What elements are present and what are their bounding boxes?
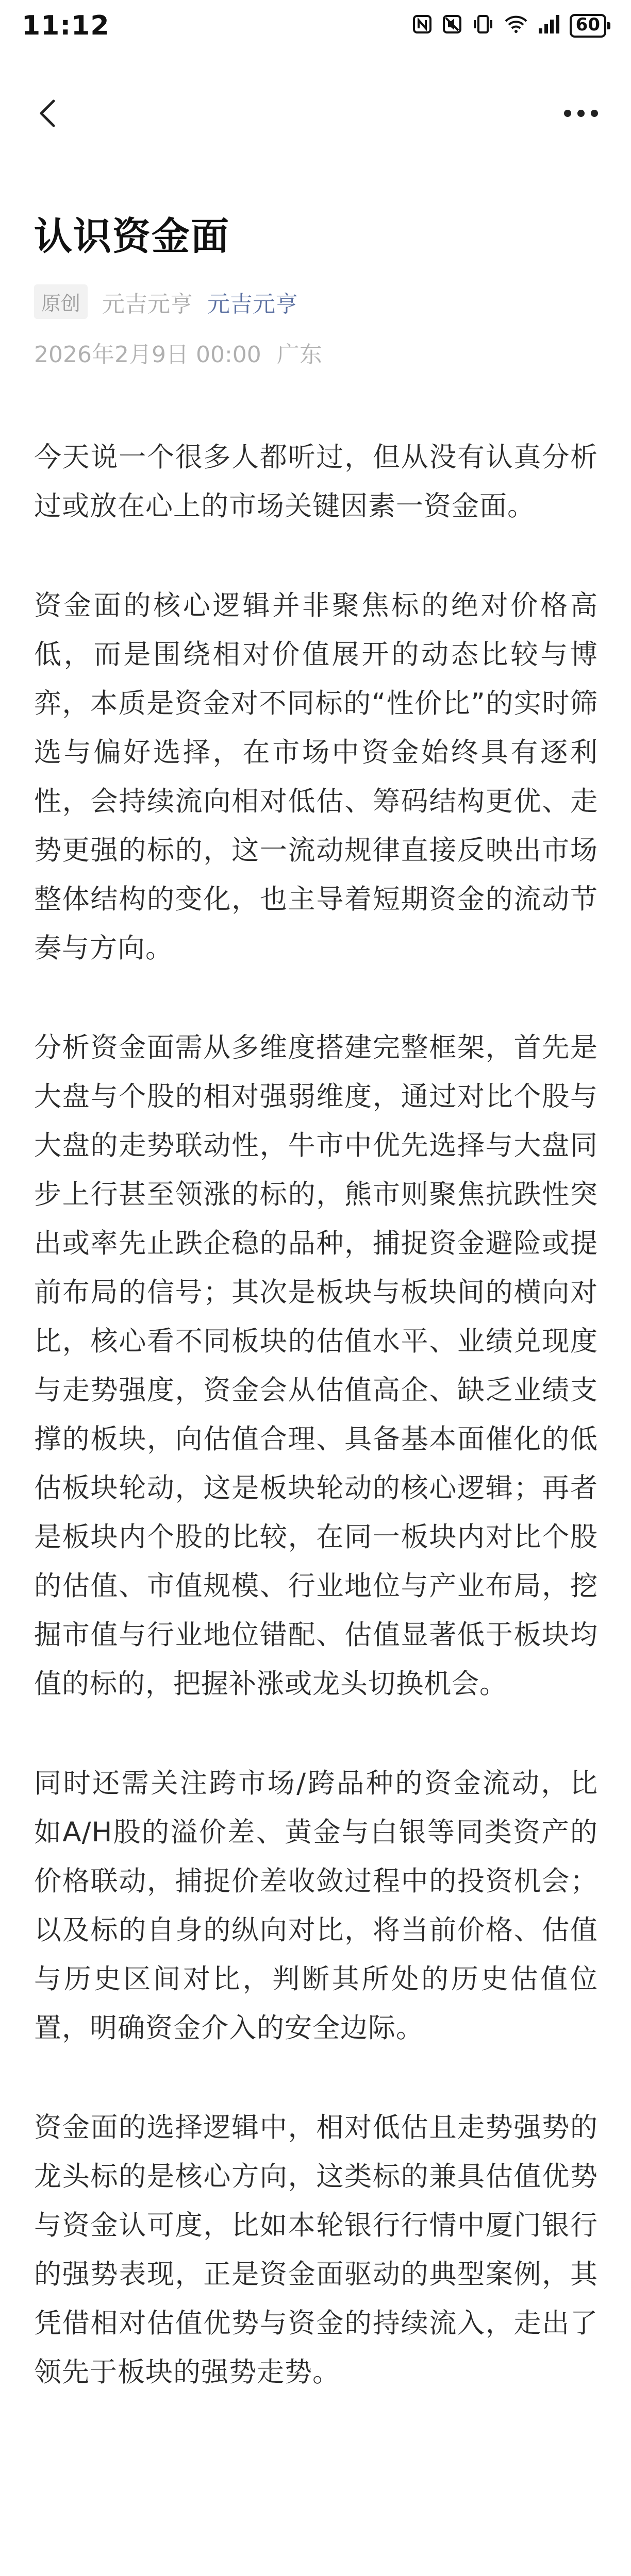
author-name[interactable]: 元吉元亨: [102, 291, 193, 317]
more-options-button[interactable]: [558, 95, 604, 132]
more-dot-icon: [564, 110, 571, 117]
more-dot-icon: [577, 110, 585, 117]
nav-bar: [0, 82, 631, 144]
status-icons: [412, 14, 606, 38]
vibrate-icon: [472, 14, 494, 38]
account-link[interactable]: 元吉元亨: [207, 291, 298, 317]
article-body: [34, 433, 598, 2447]
article-paragraph: 同时还需关注跨市场/跨品种的资金流动，比如A/H股的溢价差、黄金与白银等同类资产的价格联动，捕捉价差收敛过程中的投资机会；以及标的自身的纵向对比，将当前价格、估值与历史区间对比，判断其所处的历史估值位置，明确资金介入的安全边际。: [34, 1768, 598, 2044]
signal-icon: [538, 14, 560, 38]
article-paragraph: 资金面的选择逻辑中，相对低估且走势强势的龙头标的是核心方向，这类标的兼具估值优势与资金认可度，比如本轮银行行情中厦门银行的强势表现，正是资金面驱动的典型案例，其凭借相对估值优势与资金的持续流入，走出了领先于板块的强势走势。: [34, 2112, 598, 2388]
original-badge: 原创: [34, 284, 88, 319]
battery-icon: 60: [570, 14, 606, 38]
article-paragraph: 分析资金面需从多维度搭建完整框架，首先是大盘与个股的相对强弱维度，通过对比个股与大盘的走势联动性，牛市中优先选择与大盘同步上行甚至领涨的标的，熊市则聚焦抗跌性突出或率先止跌企稳的品种，捕捉资金避险或提前布局的信号；其次是板块与板块间的横向对比，核心看不同板块的估值水平、业绩兑现度与走势强度，资金会从估值高企、缺乏业绩支撑的板块，向估值合理、具备基本面催化的低估板块轮动，这是板块轮动的核心逻辑；再者是板块内个股的比较，在同一板块内对比个股的估值、市值规模、行业地位与产业布局，挖掘市值与行业地位错配、估值显著低于板块均值的标的，把握补涨或龙头切换机会。: [34, 1032, 598, 1700]
article-paragraph: 资金面的核心逻辑并非聚焦标的绝对价格高低，而是围绕相对价值展开的动态比较与博弈，本质是资金对不同标的“性价比”的实时筛选与偏好选择，在市场中资金始终具有逐利性，会持续流向相对低估、筹码结构更优、走势更强的标的，这一流动规律直接反映出市场整体结构的变化，也主导着短期资金的流动节奏与方向。: [34, 590, 598, 964]
nfc-icon: [412, 14, 433, 38]
status-time: 11:12: [22, 10, 110, 41]
wifi-icon: [504, 14, 528, 38]
article-date-location: [34, 336, 322, 369]
mute-icon: [442, 14, 462, 38]
chevron-left-icon: [37, 98, 58, 129]
article-title: 认识资金面: [34, 214, 230, 259]
article-paragraph: 今天说一个很多人都听过，但从没有认真分析过或放在心上的市场关键因素一资金面。: [34, 442, 598, 522]
back-button[interactable]: [29, 95, 66, 132]
publish-date: 2026年2月9日 00:00: [34, 342, 261, 368]
status-bar: [0, 0, 631, 52]
more-dot-icon: [591, 110, 598, 117]
article-meta: [34, 284, 298, 319]
publish-location: 广东: [276, 342, 322, 368]
